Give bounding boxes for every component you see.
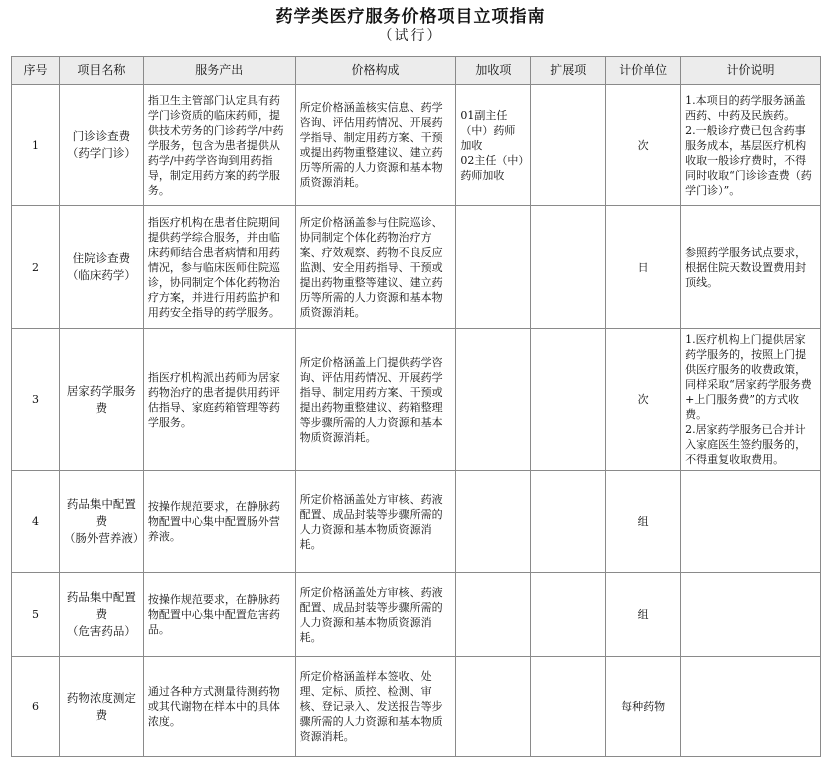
row-item-name: 药品集中配置费 （危害药品） xyxy=(59,573,143,657)
row-index: 4 xyxy=(12,471,60,573)
row-pricing-unit: 每种药物 xyxy=(606,657,681,757)
header-item-name: 项目名称 xyxy=(59,57,143,85)
row-surcharge xyxy=(456,573,531,657)
table-row xyxy=(12,329,821,471)
document-subtitle: （试行） xyxy=(378,28,443,44)
row-service-output: 指医疗机构派出药师为居家药物治疗的患者提供用药评估指导、家庭药箱管理等药学服务。 xyxy=(143,329,295,471)
document-title: 药学类医疗服务价格项目立项指南 xyxy=(275,7,546,27)
header-service-output: 服务产出 xyxy=(143,57,295,85)
table-row xyxy=(12,471,821,573)
row-pricing-note xyxy=(681,471,821,573)
table-header-row xyxy=(12,57,821,85)
row-pricing-unit: 组 xyxy=(606,573,681,657)
row-item-name: 居家药学服务费 xyxy=(59,329,143,471)
row-item-name: 门诊诊查费 （药学门诊） xyxy=(59,85,143,206)
row-item-name: 药物浓度测定费 xyxy=(59,657,143,757)
row-pricing-note xyxy=(681,573,821,657)
header-extension: 扩展项 xyxy=(531,57,606,85)
header-price-composition: 价格构成 xyxy=(295,57,456,85)
row-item-name: 住院诊查费 （临床药学） xyxy=(59,206,143,329)
row-index: 1 xyxy=(12,85,60,206)
row-index: 2 xyxy=(12,206,60,329)
row-service-output: 通过各种方式测量待测药物或其代谢物在样本中的具体浓度。 xyxy=(143,657,295,757)
row-surcharge xyxy=(456,657,531,757)
header-surcharge: 加收项 xyxy=(456,57,531,85)
row-extension xyxy=(531,85,606,206)
row-price-composition: 所定价格涵盖核实信息、药学咨询、评估用药情况、开展药学指导、制定用药方案、干预或提出药物重整建议、建立药历等所需的人力资源和基本物质资源消耗。 xyxy=(295,85,456,206)
table-row xyxy=(12,573,821,657)
row-extension xyxy=(531,573,606,657)
row-surcharge xyxy=(456,329,531,471)
row-service-output: 按操作规范要求，在静脉药物配置中心集中配置肠外营养液。 xyxy=(143,471,295,573)
row-pricing-note xyxy=(681,657,821,757)
row-extension xyxy=(531,471,606,573)
row-price-composition: 所定价格涵盖处方审核、药液配置、成品封装等步骤所需的人力资源和基本物质资源消耗。 xyxy=(295,573,456,657)
row-price-composition: 所定价格涵盖处方审核、药液配置、成品封装等步骤所需的人力资源和基本物质资源消耗。 xyxy=(295,471,456,573)
row-pricing-note: 参照药学服务试点要求，根据住院天数设置费用封顶线。 xyxy=(681,206,821,329)
row-surcharge: 01副主任（中）药师加收 02主任（中）药师加收 xyxy=(456,85,531,206)
row-pricing-unit: 次 xyxy=(606,85,681,206)
row-price-composition: 所定价格涵盖样本签收、处理、定标、质控、检测、审核、登记录入、发送报告等步骤所需的人力资源和基本物质资源消耗。 xyxy=(295,657,456,757)
row-extension xyxy=(531,206,606,329)
table-row xyxy=(12,657,821,757)
row-service-output: 指医疗机构在患者住院期间提供药学综合服务，并由临床药师结合患者病情和用药情况，参与临床医师住院巡诊，协同制定个体化药物治疗方案，并进行用药监护和用药安全指导的药学服务。 xyxy=(143,206,295,329)
header-pricing-unit: 计价单位 xyxy=(606,57,681,85)
row-index: 5 xyxy=(12,573,60,657)
row-surcharge xyxy=(456,206,531,329)
row-index: 3 xyxy=(12,329,60,471)
row-price-composition: 所定价格涵盖参与住院巡诊、协同制定个体化药物治疗方案、疗效观察、药物不良反应监测、安全用药指导、干预或提出药物重整等建议、建立药历等所需的人力资源和基本物质资源消耗。 xyxy=(295,206,456,329)
table-row xyxy=(12,206,821,329)
row-pricing-unit: 次 xyxy=(606,329,681,471)
row-pricing-unit: 组 xyxy=(606,471,681,573)
row-service-output: 按操作规范要求，在静脉药物配置中心集中配置危害药品。 xyxy=(143,573,295,657)
row-pricing-unit: 日 xyxy=(606,206,681,329)
row-index: 6 xyxy=(12,657,60,757)
table-row xyxy=(12,85,821,206)
row-extension xyxy=(531,657,606,757)
row-price-composition: 所定价格涵盖上门提供药学咨询、评估用药情况、开展药学指导、制定用药方案、干预或提出药物重整建议、药箱整理等步骤所需的人力资源和基本物质资源消耗。 xyxy=(295,329,456,471)
row-pricing-note: 1.本项目的药学服务涵盖西药、中药及民族药。 2.一般诊疗费已包含药事服务成本，基层医疗机构收取一般诊疗费时，不得同时收取“门诊诊查费（药学门诊）”。 xyxy=(681,85,821,206)
row-service-output: 指卫生主管部门认定具有药学门诊资质的临床药师，提供技术劳务的门诊药学/中药学服务，包含为患者提供从药学/中药学咨询到用药指导，制定用药方案的药学服务。 xyxy=(143,85,295,206)
row-pricing-note: 1.医疗机构上门提供居家药学服务的，按照上门提供医疗服务的收费政策，同样采取“居家药学服务费+上门服务费”的方式收费。 2.居家药学服务已合并计入家庭医生签约服务的，不得重复收取费用。 xyxy=(681,329,821,471)
pricing-guide-table xyxy=(11,56,821,757)
header-index: 序号 xyxy=(12,57,60,85)
row-item-name: 药品集中配置费 （肠外营养液） xyxy=(59,471,143,573)
row-extension xyxy=(531,329,606,471)
row-surcharge xyxy=(456,471,531,573)
header-pricing-note: 计价说明 xyxy=(681,57,821,85)
